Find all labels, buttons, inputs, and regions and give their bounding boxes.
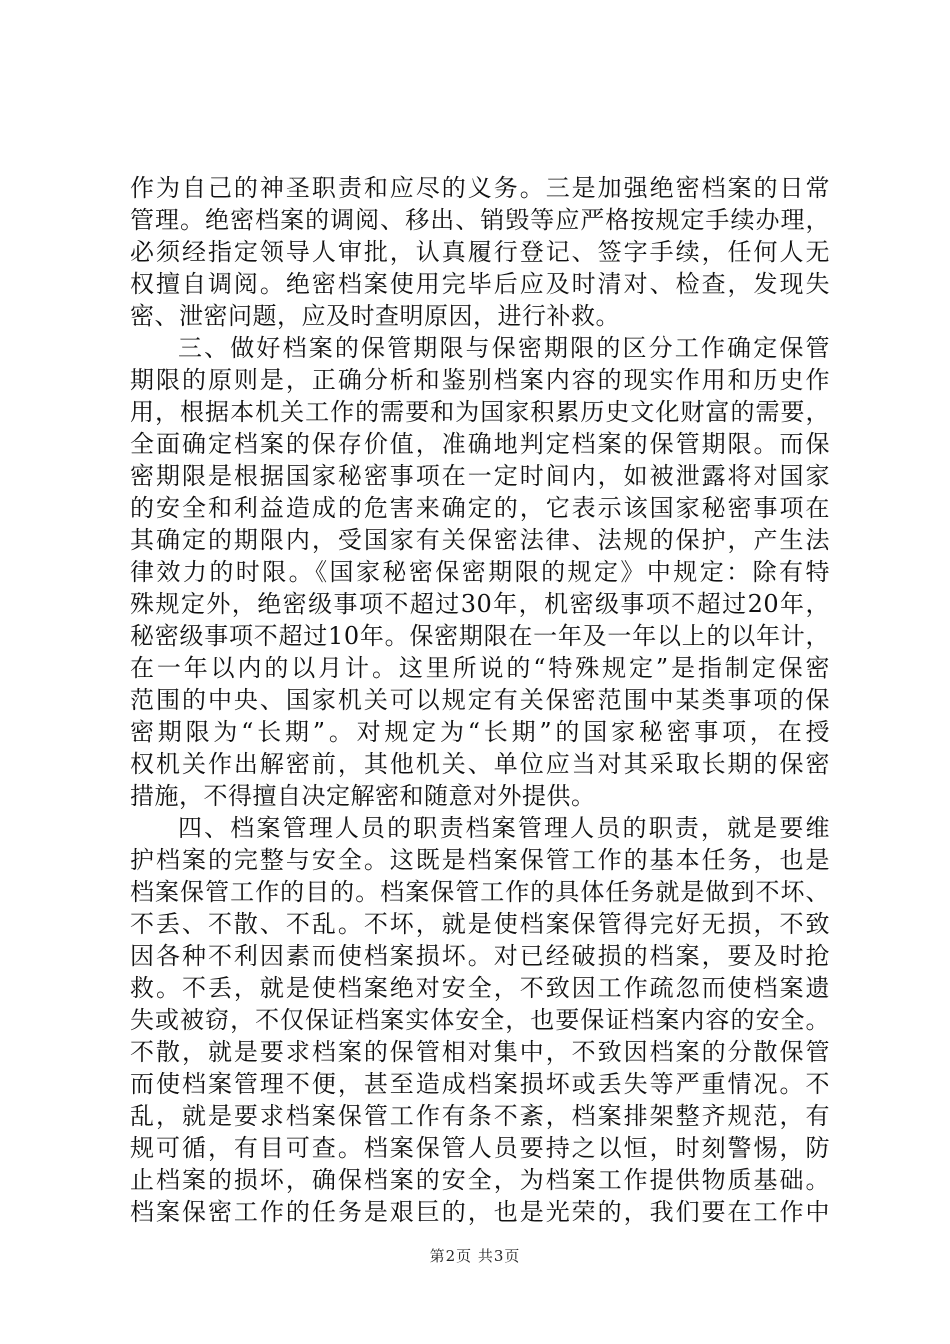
- text-line: 在一年以内的以月计。这里所说的“特殊规定”是指制定保密: [130, 654, 830, 682]
- text-line: 措施，不得擅自决定解密和随意对外提供。: [130, 782, 596, 810]
- document-body: [130, 172, 830, 1228]
- text-line: 秘密级事项不超过10年。保密期限在一年及一年以上的以年计，: [130, 622, 830, 650]
- text-line: 护档案的完整与安全。这既是档案保管工作的基本任务，也是: [130, 846, 830, 874]
- text-line: 范围的中央、国家机关可以规定有关保密范围中某类事项的保: [130, 686, 830, 714]
- text-line: 规可循，有目可查。档案保管人员要持之以恒，时刻警惕，防: [130, 1134, 830, 1162]
- text-line: 用，根据本机关工作的需要和为国家积累历史文化财富的需要，: [130, 398, 830, 426]
- page-number-footer: 第2页 共3页: [429, 1247, 521, 1265]
- text-line: 期限的原则是，正确分析和鉴别档案内容的现实作用和历史作: [130, 366, 830, 394]
- text-line: 全面确定档案的保存价值，准确地判定档案的保管期限。而保: [130, 430, 830, 458]
- text-line: 不散，就是要求档案的保管相对集中，不致因档案的分散保管: [130, 1038, 830, 1066]
- text-line: 密、泄密问题，应及时查明原因，进行补救。: [130, 302, 620, 330]
- text-line: 乱，就是要求档案保管工作有条不紊，档案排架整齐规范，有: [130, 1102, 830, 1130]
- text-line: 管理。绝密档案的调阅、移出、销毁等应严格按规定手续办理，: [130, 206, 830, 234]
- text-line: 密期限是根据国家秘密事项在一定时间内，如被泄露将对国家: [130, 462, 830, 490]
- text-line: 作为自己的神圣职责和应尽的义务。三是加强绝密档案的日常: [130, 174, 830, 202]
- text-line: 救。不丢，就是使档案绝对安全，不致因工作疏忽而使档案遗: [130, 974, 830, 1002]
- text-line: 因各种不利因素而使档案损坏。对已经破损的档案，要及时抢: [130, 942, 830, 970]
- section-heading-line: 四、档案管理人员的职责档案管理人员的职责，就是要维: [178, 814, 830, 842]
- text-line: 殊规定外，绝密级事项不超过30年，机密级事项不超过20年，: [130, 590, 830, 618]
- text-line: 其确定的期限内，受国家有关保密法律、法规的保护，产生法: [130, 526, 830, 554]
- text-line: 失或被窃，不仅保证档案实体安全，也要保证档案内容的安全。: [130, 1006, 830, 1034]
- text-line: 的安全和利益造成的危害来确定的，它表示该国家秘密事项在: [130, 494, 830, 522]
- text-line: 而使档案管理不便，甚至造成档案损坏或丢失等严重情况。不: [130, 1070, 830, 1098]
- text-line: 止档案的损坏，确保档案的安全，为档案工作提供物质基础。: [130, 1166, 830, 1194]
- text-line: 权机关作出解密前，其他机关、单位应当对其采取长期的保密: [130, 750, 830, 778]
- text-line: 必须经指定领导人审批，认真履行登记、签字手续，任何人无: [130, 238, 830, 266]
- text-line: 律效力的时限。《国家秘密保密期限的规定》中规定：除有特: [130, 558, 830, 586]
- text-line: 密期限为“长期”。对规定为“长期”的国家秘密事项，在授: [130, 718, 830, 746]
- text-line: 权擅自调阅。绝密档案使用完毕后应及时清对、检查，发现失: [130, 270, 830, 298]
- text-line: 档案保管工作的目的。档案保管工作的具体任务就是做到不坏、: [130, 878, 830, 906]
- section-heading-line: 三、做好档案的保管期限与保密期限的区分工作确定保管: [178, 334, 830, 362]
- text-line: 不丢、不散、不乱。不坏，就是使档案保管得完好无损，不致: [130, 910, 830, 938]
- text-line: 档案保密工作的任务是艰巨的，也是光荣的，我们要在工作中: [130, 1198, 830, 1226]
